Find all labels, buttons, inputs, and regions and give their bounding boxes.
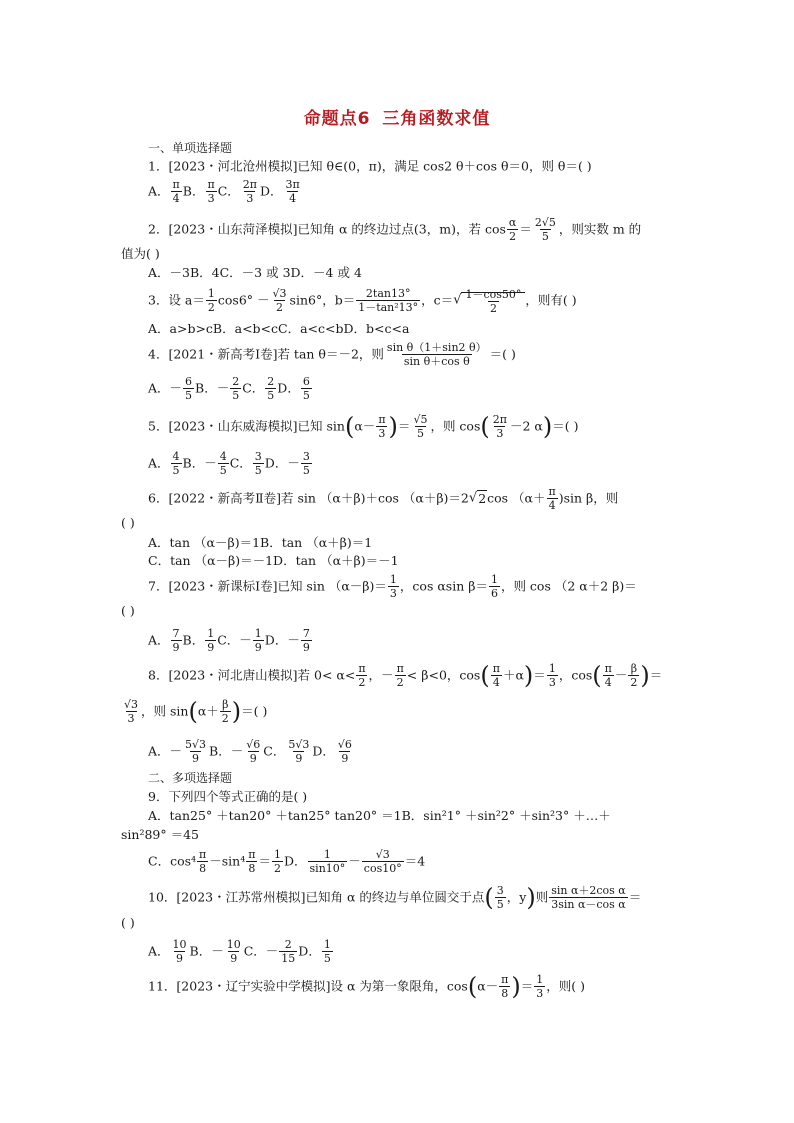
q3-stem: 3．设 a＝ $\frac{1}{2}$ cos6° － $\frac{√3}{2}$ sin6°，b＝ $\frac{2\tan 13^\circ}{\text{1－tan²13°}}$ ，c＝√ $\frac{1-\cos 50^\circ}{2}$ ，则有( ) [148,287,577,315]
q6-options-cd: C．tan （α－β)＝－1D．tan （α＋β)＝－1 [148,553,399,568]
q3-options: A．a>b>cB．a<b<cC．a<c<bD．b<c<a [148,321,410,336]
q4-stem: 4．[2021・新高考Ⅰ卷]若 tan θ＝－2，则 $\frac{\text{sin θ（1＋sin2 θ）}}{\text{sin θ＋cos θ}}$ ＝( ) [148,341,516,368]
page-title: 命题点6 三角函数求值 [303,109,491,129]
q6-stem-cont: ( ) [121,515,135,530]
q4-options: A．－ $\frac{6}{5}$ B．－ $\frac{2}{5}$ C． $\frac{2}{5}$ D． $\frac{6}{5}$ [148,375,310,402]
q9-option-b-cont: sin²89° ＝45 [121,827,200,842]
q10-stem: 10．[2023・江苏常州模拟]已知角 α 的终边与单位圆交于点( $\frac{3}{5}$ ，y)则 $\frac{\text{sin α＋2cos α}}{\text{3sin α－cos α}}$ ＝ [148,883,642,912]
q7-stem: 7．[2023・新课标Ⅰ卷]已知 sin （α－β)＝ $\frac{1}{3}$ ，cos αsin β＝ $\frac{1}{6}$ ，则 cos （2 α＋2 β)＝ [148,573,637,600]
q7-stem-cont: ( ) [121,603,135,618]
q1-options: A． $\frac{\pi}{4}$ B． $\frac{\pi}{3}$ C． $\frac{2\pi}{3}$ D． $\frac{3\pi}{4}$ [148,178,300,205]
q8-stem: 8．[2023・河北唐山模拟]若 0< α< $\frac{\pi}{2}$ ，－ $\frac{\pi}{2}$ < β<0，cos( $\frac{\pi}{4}$ ＋α)＝ $\frac{1}{3}$ ，cos( $\frac{\pi}{4}$ － $\frac{\beta}{2}$ )＝ [148,661,663,690]
q1-stem: 1．[2023・河北沧州模拟]已知 θ∈(0，π)，满足 cos2 θ＋cos θ＝0，则 θ＝( ) [148,158,592,174]
section-single: 一、单项选择题 [148,141,233,155]
q9-stem: 9．下列四个等式正确的是( ) [148,789,308,804]
q10-stem-cont: ( ) [121,915,135,930]
q6-options-ab: A．tan （α－β)＝1B．tan （α＋β)＝1 [148,535,373,550]
q8-stem-cont: $\frac{√3}{3}$ ，则 sin(α＋ $\frac{\beta}{2}$ )＝( ) [124,697,268,726]
q5-options: A． $\frac{4}{5}$ B．－ $\frac{4}{5}$ C． $\frac{3}{5}$ D．－ $\frac{3}{5}$ [148,450,310,477]
q6-stem: 6．[2022・新高考Ⅱ卷]若 sin （α＋β)＋cos （α＋β)＝2√2cos （α＋ $\frac{\pi}{4}$ )sin β，则 [148,485,619,512]
q11-stem: 11．[2023・辽宁实验中学模拟]设 α 为第一象限角，cos(α－ $\frac{\pi}{8}$ )＝ $\frac{1}{3}$ ，则( ) [148,972,586,1001]
q7-options: A． $\frac{7}{9}$ B． $\frac{1}{9}$ C．－ $\frac{1}{9}$ D．－ $\frac{7}{9}$ [148,627,310,654]
q8-options: A．－ $\frac{5√3}{9}$ B．－ $\frac{√6}{9}$ C． $\frac{5√3}{9}$ D． $\frac{√6}{9}$ [148,738,352,765]
q2-stem: 2．[2023・山东菏泽模拟]已知角 α 的终边过点(3，m)，若 cos $\frac{\alpha}{2}$ ＝ $\frac{2√5}{5}$ ，则实数 m 的 [148,216,642,243]
q9-option-ab: A．tan25° ＋tan20° ＋tan25° tan20° ＝1B．sin²1° ＋sin²2° ＋sin²3° ＋…＋ [148,808,611,823]
q5-stem: 5．[2023・山东威海模拟]已知 sin(α－ $\frac{\pi}{3}$ )＝ $\frac{√5}{5}$ ，则 cos( $\frac{2\pi}{3}$ －2 α)＝( ) [148,412,579,441]
q2-options: A．－3B．4C．－3 或 3D．－4 或 4 [148,265,362,280]
section-multi: 二、多项选择题 [148,771,233,785]
q10-options: A． $\frac{10}{9}$ B．－ $\frac{10}{9}$ C．－ $\frac{2}{15}$ D． $\frac{1}{5}$ [148,938,331,965]
q2-stem-cont: 值为( ) [121,246,160,261]
q9-option-cd: C．cos⁴ $\frac{\pi}{8}$ －sin⁴ $\frac{\pi}{8}$ ＝ $\frac{1}{2}$ D． $\frac{1}{\sin 10^\circ}$ － $\frac{√3}{\cos 10^\circ}$ ＝4 [148,848,426,875]
